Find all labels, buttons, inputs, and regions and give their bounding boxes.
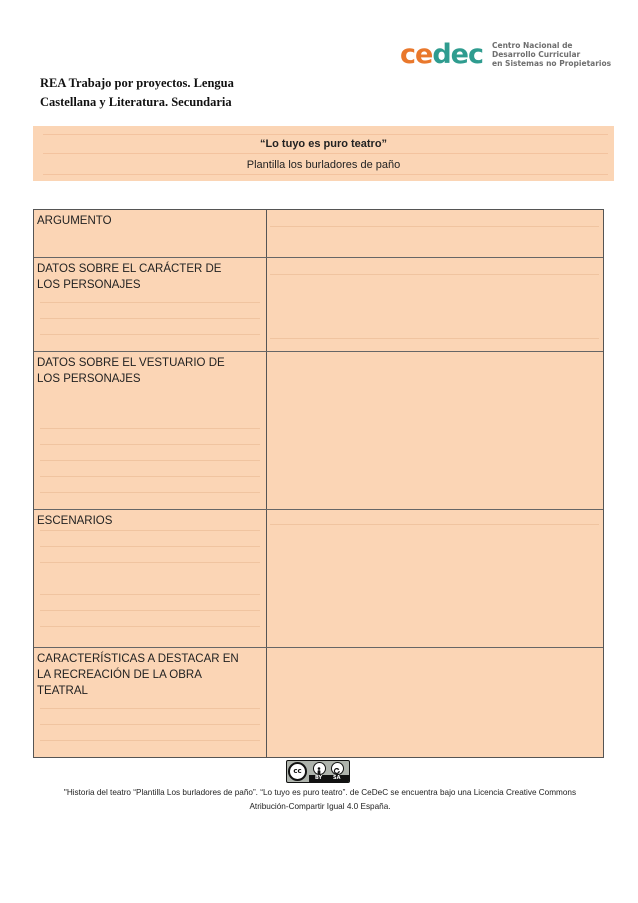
writing-line (270, 226, 599, 227)
writing-line (270, 524, 599, 525)
banner-subtitle: Plantilla los burladores de paño (246, 159, 401, 171)
writing-line (40, 708, 260, 709)
heading-line-2: Castellana y Literatura. Secundaria (40, 95, 232, 109)
banner-rule (43, 153, 608, 154)
cc-sa-tag: SA (333, 775, 341, 781)
row-label (37, 355, 263, 387)
row-label (37, 261, 263, 293)
logo-line: Desarrollo Curricular (492, 50, 581, 59)
row-label-line: DATOS SOBRE EL CARÁCTER DE (37, 263, 222, 275)
writing-line (40, 476, 260, 477)
row-label-line: TEATRAL (37, 685, 88, 697)
row-label-line: ESCENARIOS (37, 515, 113, 527)
writing-line (40, 460, 260, 461)
row-label-line: DATOS SOBRE EL VESTUARIO DE (37, 357, 225, 369)
writing-line (270, 338, 599, 339)
table-row-escenarios (34, 510, 603, 648)
logo-word-part2: dec (432, 39, 483, 70)
cedec-logo-caption (492, 41, 611, 68)
document-heading (40, 74, 270, 112)
writing-line (40, 724, 260, 725)
row-label-line: LOS PERSONAJES (37, 373, 141, 385)
row-label (37, 213, 263, 229)
share-alike-icon (331, 762, 344, 775)
writing-line (40, 318, 260, 319)
heading-line-1: REA Trabajo por proyectos. Lengua (40, 76, 234, 90)
row-label (37, 513, 263, 529)
license-line-2: Atribución-Compartir Igual 4.0 España. (249, 802, 391, 811)
logo-line: en Sistemas no Propietarios (492, 59, 612, 68)
by-attribution-icon (313, 762, 326, 775)
banner-rule (43, 174, 608, 175)
cc-by-tag: BY (315, 775, 323, 781)
writing-line (40, 334, 260, 335)
table-row-caracter (34, 258, 603, 352)
cedec-logo-word (400, 40, 483, 70)
logo-line: Centro Nacional de (492, 41, 573, 50)
writing-line (40, 428, 260, 429)
writing-line (40, 740, 260, 741)
logo-word-part1: ce (400, 39, 433, 70)
writing-line (40, 610, 260, 611)
writing-line (40, 626, 260, 627)
writing-line (270, 274, 599, 275)
template-table (33, 209, 604, 758)
writing-line (40, 546, 260, 547)
row-label-line: ARGUMENTO (37, 215, 112, 227)
writing-line (40, 594, 260, 595)
table-row-vestuario (34, 352, 603, 510)
row-label (37, 651, 263, 699)
license-notice (40, 786, 600, 814)
row-label-line: CARACTERÍSTICAS A DESTACAR EN (37, 653, 239, 665)
title-banner (33, 126, 614, 181)
table-row-caracteristicas (34, 648, 603, 759)
writing-line (40, 562, 260, 563)
creative-commons-badge[interactable] (286, 760, 350, 783)
cc-icon: cc (288, 762, 307, 781)
writing-line (40, 444, 260, 445)
writing-line (40, 530, 260, 531)
banner-rule (43, 134, 608, 135)
writing-line (40, 302, 260, 303)
license-line-1: "Historia del teatro “Plantilla Los burladores de paño”. “Lo tuyo es puro teatro”. de CeDeC se encuentra bajo una Licencia Creative Commons (63, 788, 577, 797)
row-label-line: LOS PERSONAJES (37, 279, 141, 291)
table-row-argumento (34, 210, 603, 258)
row-label-line: LA RECREACIÓN DE LA OBRA (37, 669, 202, 681)
writing-line (40, 492, 260, 493)
banner-title: “Lo tuyo es puro teatro” (259, 138, 388, 150)
cedec-logo (400, 38, 610, 74)
